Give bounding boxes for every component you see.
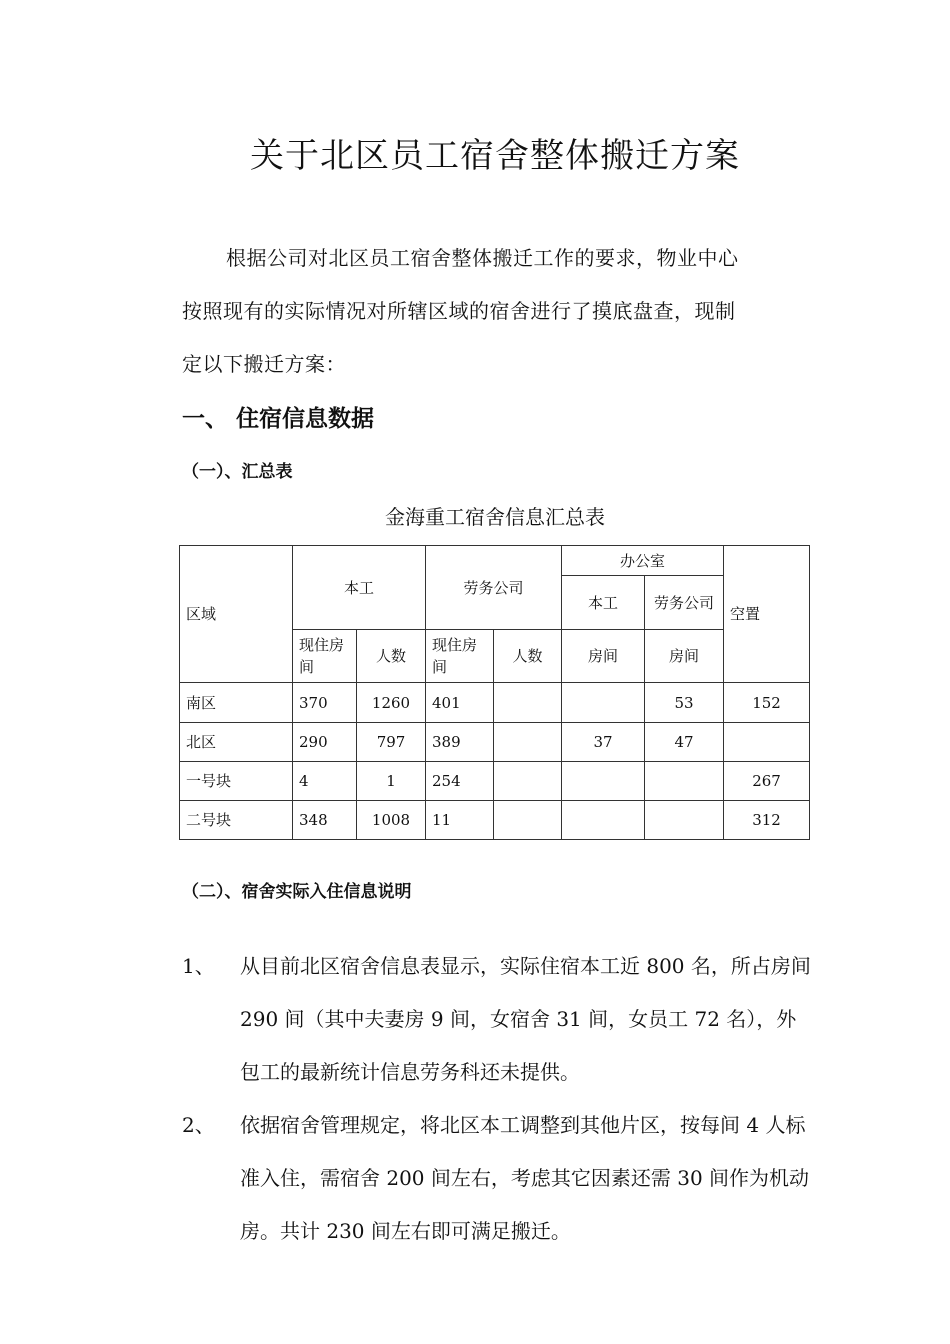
intro-paragraph <box>182 232 792 391</box>
header-people: 人数 <box>494 630 562 683</box>
cell-bg-people: 1260 <box>357 683 426 723</box>
cell-region: 一号块 <box>180 762 293 801</box>
cell-lw-rooms: 401 <box>426 683 494 723</box>
cell-office-bg <box>562 801 645 840</box>
section-heading: 一、 住宿信息数据 <box>182 406 375 432</box>
table-row <box>180 723 810 762</box>
list-item <box>182 940 812 1099</box>
list-item <box>182 1099 812 1258</box>
cell-bg-people: 797 <box>357 723 426 762</box>
cell-lw-people <box>494 801 562 840</box>
header-office: 办公室 <box>562 546 724 576</box>
cell-lw-people <box>494 723 562 762</box>
header-office-laowu: 劳务公司 <box>645 576 724 630</box>
header-bengong: 本工 <box>293 546 426 630</box>
table-row <box>180 762 810 801</box>
cell-region: 北区 <box>180 723 293 762</box>
cell-vacant: 267 <box>724 762 810 801</box>
subsection-heading-details: （二）、宿舍实际入住信息说明 <box>182 882 412 902</box>
table-caption: 金海重工宿舍信息汇总表 <box>385 505 605 529</box>
cell-vacant: 152 <box>724 683 810 723</box>
header-rooms-current: 现住房间 <box>426 630 494 683</box>
table-row <box>180 683 810 723</box>
header-rooms-current: 现住房间 <box>293 630 357 683</box>
summary-table <box>179 545 810 840</box>
intro-line <box>182 232 792 285</box>
cell-lw-rooms: 254 <box>426 762 494 801</box>
cell-bg-people: 1008 <box>357 801 426 840</box>
cell-lw-people <box>494 683 562 723</box>
cell-region: 南区 <box>180 683 293 723</box>
cell-office-bg <box>562 683 645 723</box>
cell-office-bg: 37 <box>562 723 645 762</box>
cell-office-bg <box>562 762 645 801</box>
cell-bg-rooms: 4 <box>293 762 357 801</box>
header-region: 区域 <box>180 546 293 683</box>
header-people: 人数 <box>357 630 426 683</box>
header-vacant: 空置 <box>724 546 810 683</box>
cell-vacant: 312 <box>724 801 810 840</box>
cell-office-lw <box>645 762 724 801</box>
cell-office-lw <box>645 801 724 840</box>
table-row <box>180 801 810 840</box>
intro-line: 定以下搬迁方案： <box>182 352 346 376</box>
cell-bg-people: 1 <box>357 762 426 801</box>
header-office-bengong: 本工 <box>562 576 645 630</box>
cell-bg-rooms: 370 <box>293 683 357 723</box>
header-room: 房间 <box>562 630 645 683</box>
list-item-text: 从目前北区宿舍信息表显示，实际住宿本工近 800 名，所占房间 290 间（其中夫妻房 9 间，女宿舍 31 间，女员工 72 名），外包工的最新统计信息劳务科还未提供。 <box>240 954 811 1084</box>
document-title: 关于北区员工宿舍整体搬迁方案 <box>250 136 740 176</box>
intro-line: 按照现有的实际情况对所辖区域的宿舍进行了摸底盘查，现制 <box>182 299 736 323</box>
numbered-list <box>182 940 812 1258</box>
list-item-number: 2、 <box>182 1113 215 1137</box>
cell-vacant <box>724 723 810 762</box>
cell-bg-rooms: 348 <box>293 801 357 840</box>
cell-bg-rooms: 290 <box>293 723 357 762</box>
cell-lw-rooms: 11 <box>426 801 494 840</box>
cell-lw-people <box>494 762 562 801</box>
subsection-heading-summary: （一）、汇总表 <box>182 462 293 482</box>
intro-line-text: 根据公司对北区员工宿舍整体搬迁工作的要求，物业中心 <box>226 246 739 270</box>
list-item-text: 依据宿舍管理规定，将北区本工调整到其他片区，按每间 4 人标准入住，需宿舍 200 间左右，考虑其它因素还需 30 间作为机动房。共计 230 间左右即可满足搬迁。 <box>240 1113 810 1243</box>
cell-office-lw: 47 <box>645 723 724 762</box>
cell-region: 二号块 <box>180 801 293 840</box>
cell-office-lw: 53 <box>645 683 724 723</box>
header-room: 房间 <box>645 630 724 683</box>
list-item-number: 1、 <box>182 954 215 978</box>
cell-lw-rooms: 389 <box>426 723 494 762</box>
header-laowu: 劳务公司 <box>426 546 562 630</box>
